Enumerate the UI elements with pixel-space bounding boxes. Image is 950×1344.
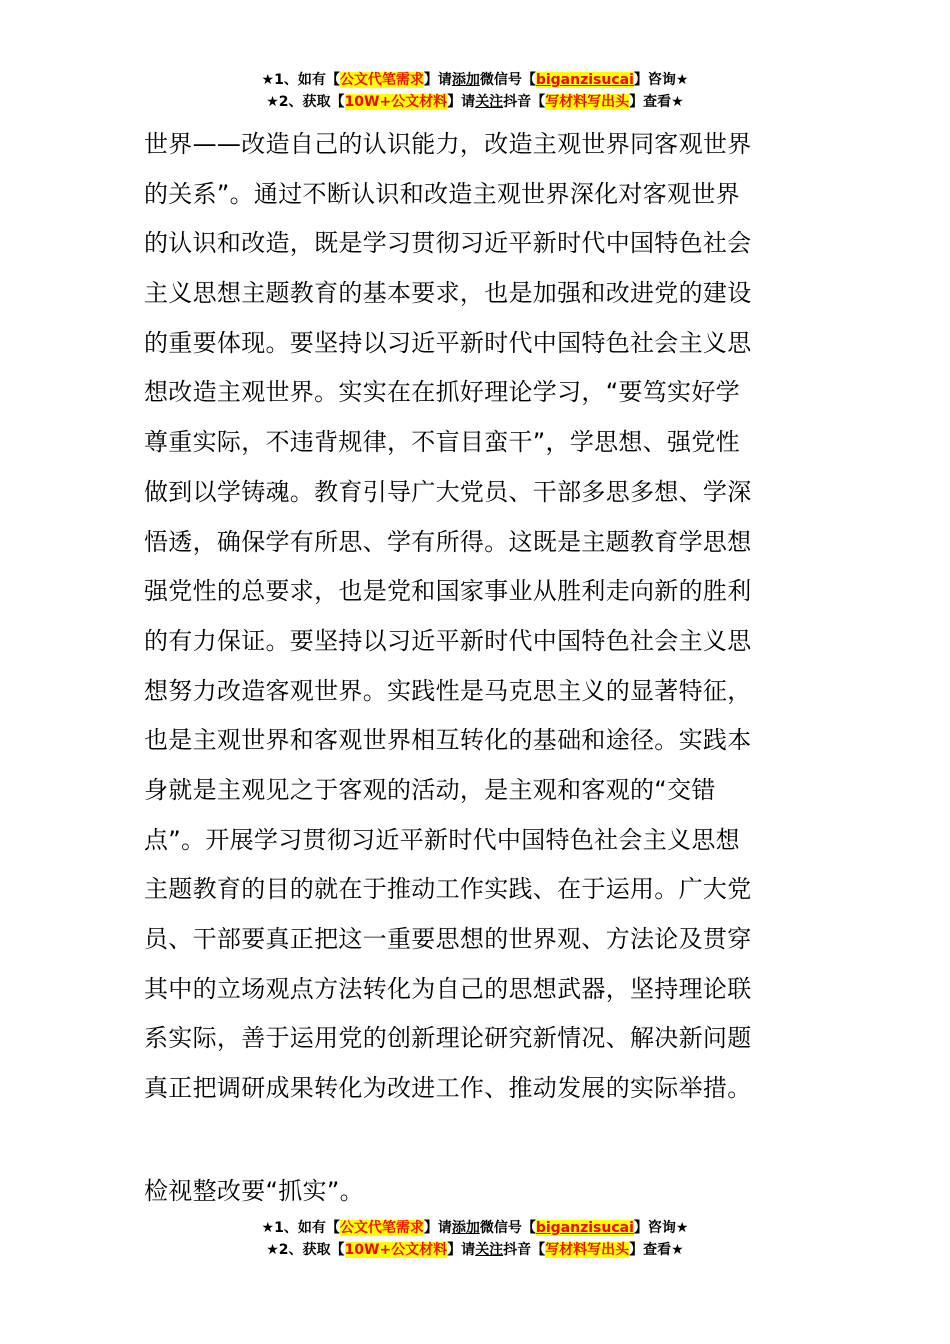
promo-line-2-douyin-account[interactable]: 写材料写出头 [545,94,630,110]
promo-line-1-suffix: 】咨询★ [633,1220,689,1236]
promo-line-1-prefix: ★1、如有【 [261,1220,340,1236]
body-line: 其中的立场观点方法转化为自己的思想武器，坚持理论联 [144,974,752,1003]
header-promo-banner [0,69,950,113]
promo-line-2-suffix: 】查看★ [629,94,684,110]
promo-line-1-wechat-label: 微信号【 [479,1220,536,1236]
body-line: 也是主观世界和客观世界相互转化的基础和途径。实践本 [144,726,752,755]
body-line: 员、干部要真正把这一重要思想的世界观、方法论及贯穿 [144,925,752,953]
promo-line-1-highlight-service: 公文代笔需求 [339,1220,424,1236]
body-line: 的关系”。通过不断认识和改造主观世界深化对客观世界 [144,179,740,208]
promo-line-1-suffix: 】咨询★ [633,72,689,88]
promo-line-2-text: 】请 [447,1242,476,1258]
promo-line-2-prefix: ★2、获取【 [266,1242,345,1258]
body-line: 世界——改造自己的认识能力，改造主观世界同客观世界 [144,130,752,158]
promo-line-1-wechat-label: 微信号【 [479,72,536,88]
promo-line-1-text: 】请 [423,72,452,88]
body-line: 想改造主观世界。实实在在抓好理论学习，“要笃实好学 [144,378,740,407]
body-line: 真正把调研成果转化为改进工作、推动发展的实际举措。 [144,1074,752,1103]
promo-line-2 [0,91,950,113]
section-heading: 检视整改要“抓实”。 [144,1177,364,1205]
body-line: 系实际，善于运用党的创新理论研究新情况、解决新问题 [144,1024,752,1053]
promo-line-1-wechat-id[interactable]: biganzisucai [535,72,634,88]
footer-promo-banner [0,1217,950,1261]
body-line: 尊重实际，不违背规律，不盲目蛮干”，学思想、强党性 [144,428,740,457]
promo-line-2-follow-link[interactable]: 关注 [475,1242,504,1258]
promo-line-1-wechat-id[interactable]: biganzisucai [535,1220,634,1236]
promo-line-2-highlight-materials: 10W+公文材料 [344,1242,448,1258]
promo-line-2 [0,1239,950,1261]
body-line: 做到以学铸魂。教育引导广大党员、干部多思多想、学深 [144,477,752,506]
body-line: 主题教育的目的就在于推动工作实践、在于运用。广大党 [144,875,752,904]
body-line: 的认识和改造，既是学习贯彻习近平新时代中国特色社会 [144,229,752,258]
body-line: 身就是主观见之于客观的活动，是主观和客观的“交错 [144,775,716,804]
promo-line-2-douyin-label: 抖音【 [503,94,546,110]
body-line: 点”。开展学习贯彻习近平新时代中国特色社会主义思想 [144,825,740,854]
promo-line-1-add-link[interactable]: 添加 [451,72,480,88]
promo-line-1-prefix: ★1、如有【 [261,72,340,88]
promo-line-1 [0,1217,950,1239]
promo-line-2-douyin-label: 抖音【 [503,1242,546,1258]
body-line: 想努力改造客观世界。实践性是马克思主义的显著特征， [144,676,752,705]
promo-line-1-text: 】请 [423,1220,452,1236]
promo-line-1-add-link[interactable]: 添加 [451,1220,480,1236]
body-line: 强党性的总要求，也是党和国家事业从胜利走向新的胜利 [144,577,752,606]
promo-line-2-douyin-account[interactable]: 写材料写出头 [545,1242,630,1258]
document-body-paragraph [144,120,814,1114]
promo-line-2-prefix: ★2、获取【 [266,94,345,110]
body-line: 主义思想主题教育的基本要求，也是加强和改进党的建设 [144,279,752,308]
promo-line-1-highlight-service: 公文代笔需求 [339,72,424,88]
promo-line-2-highlight-materials: 10W+公文材料 [344,94,448,110]
body-line: 的重要体现。要坚持以习近平新时代中国特色社会主义思 [144,328,752,357]
body-line: 悟透，确保学有所思、学有所得。这既是主题教育学思想 [144,527,752,556]
body-line: 的有力保证。要坚持以习近平新时代中国特色社会主义思 [144,626,752,655]
promo-line-1 [0,69,950,91]
promo-line-2-text: 】请 [447,94,476,110]
promo-line-2-follow-link[interactable]: 关注 [475,94,504,110]
promo-line-2-suffix: 】查看★ [629,1242,684,1258]
